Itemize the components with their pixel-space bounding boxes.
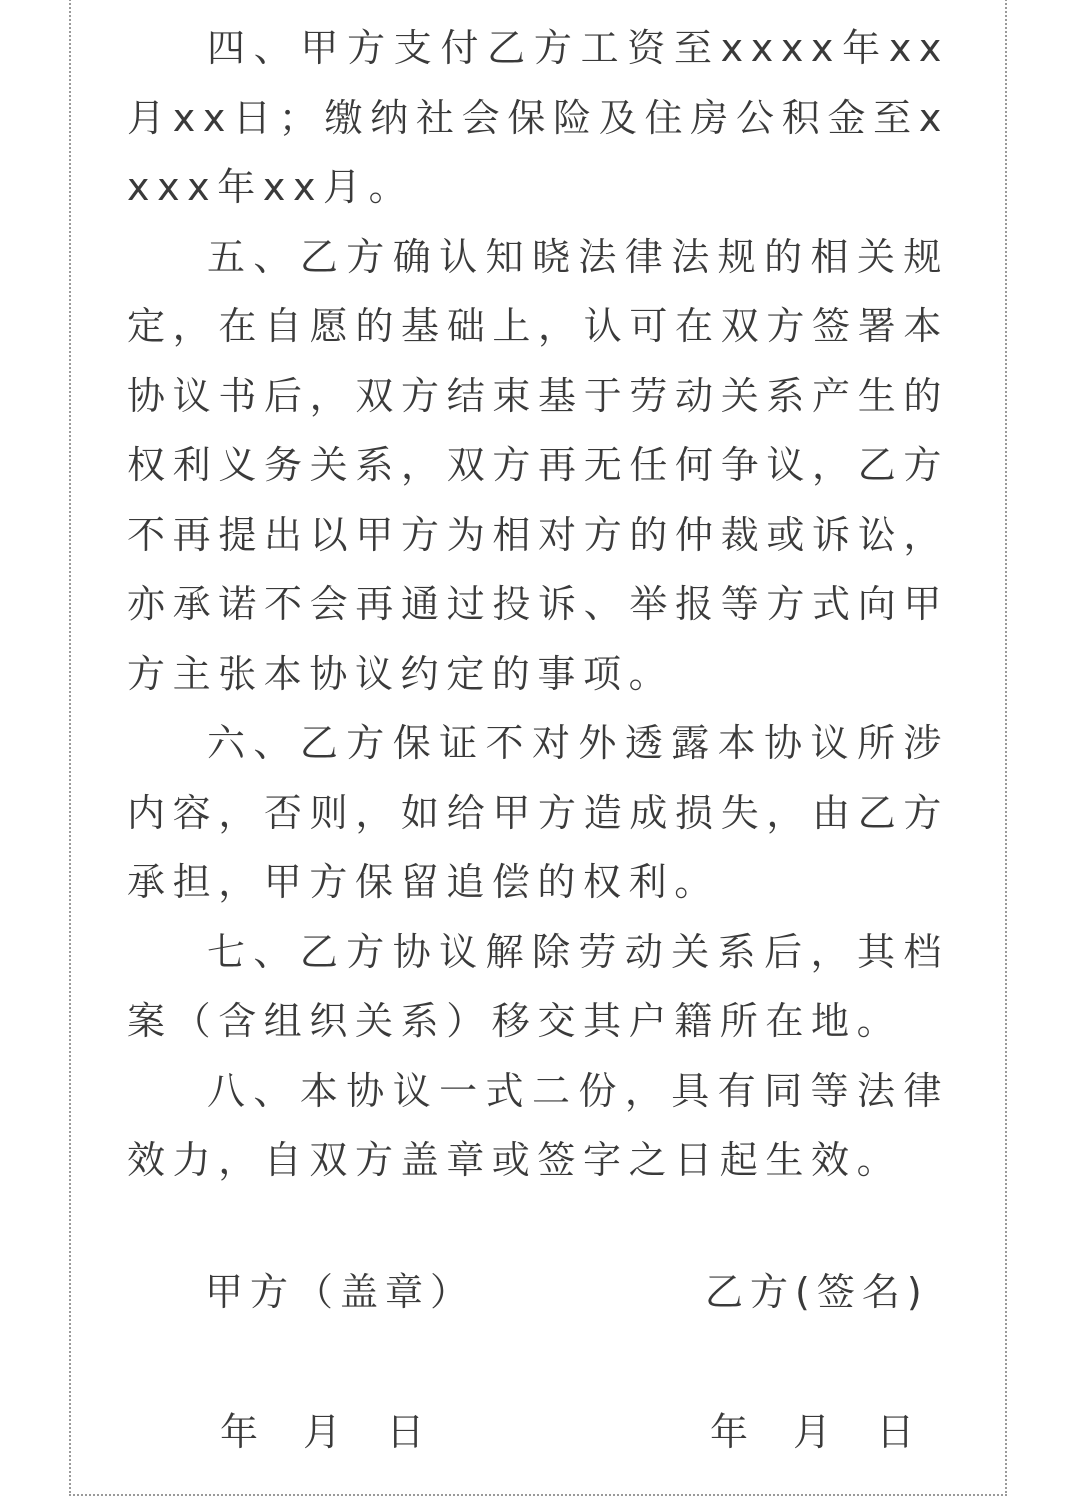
signature-dates bbox=[0, 1402, 1080, 1462]
clause-4: 四、甲方支付乙方工资至xxxx年xx月xx日；缴纳社会保险及住房公积金至xxxx年xx月。 bbox=[127, 26, 949, 209]
clause-6: 六、乙方保证不对外透露本协议所涉内容，否则，如给甲方造成损失，由乙方承担，甲方保留追偿的权利。 bbox=[127, 721, 949, 904]
party-a-seal-label: 甲方（盖章） bbox=[205, 1270, 476, 1314]
signature-labels bbox=[0, 1262, 1080, 1322]
party-b-date: 年 月 日 bbox=[710, 1410, 922, 1454]
clause-7: 七、乙方协议解除劳动关系后，其档案（含组织关系）移交其户籍所在地。 bbox=[127, 929, 949, 1043]
agreement-body bbox=[127, 14, 949, 1196]
party-b-signature-label: 乙方(签名) bbox=[705, 1270, 929, 1314]
clause-8: 八、本协议一式二份，具有同等法律效力，自双方盖章或签字之日起生效。 bbox=[127, 1068, 949, 1182]
party-a-date: 年 月 日 bbox=[220, 1410, 432, 1454]
clause-5: 五、乙方确认知晓法律法规的相关规定，在自愿的基础上，认可在双方签署本协议书后，双方结束基于劳动关系产生的权利义务关系，双方再无任何争议，乙方不再提出以甲方为相对方的仲裁或诉讼，亦承诺不会再通过投诉、举报等方式向甲方主张本协议约定的事项。 bbox=[127, 234, 949, 696]
